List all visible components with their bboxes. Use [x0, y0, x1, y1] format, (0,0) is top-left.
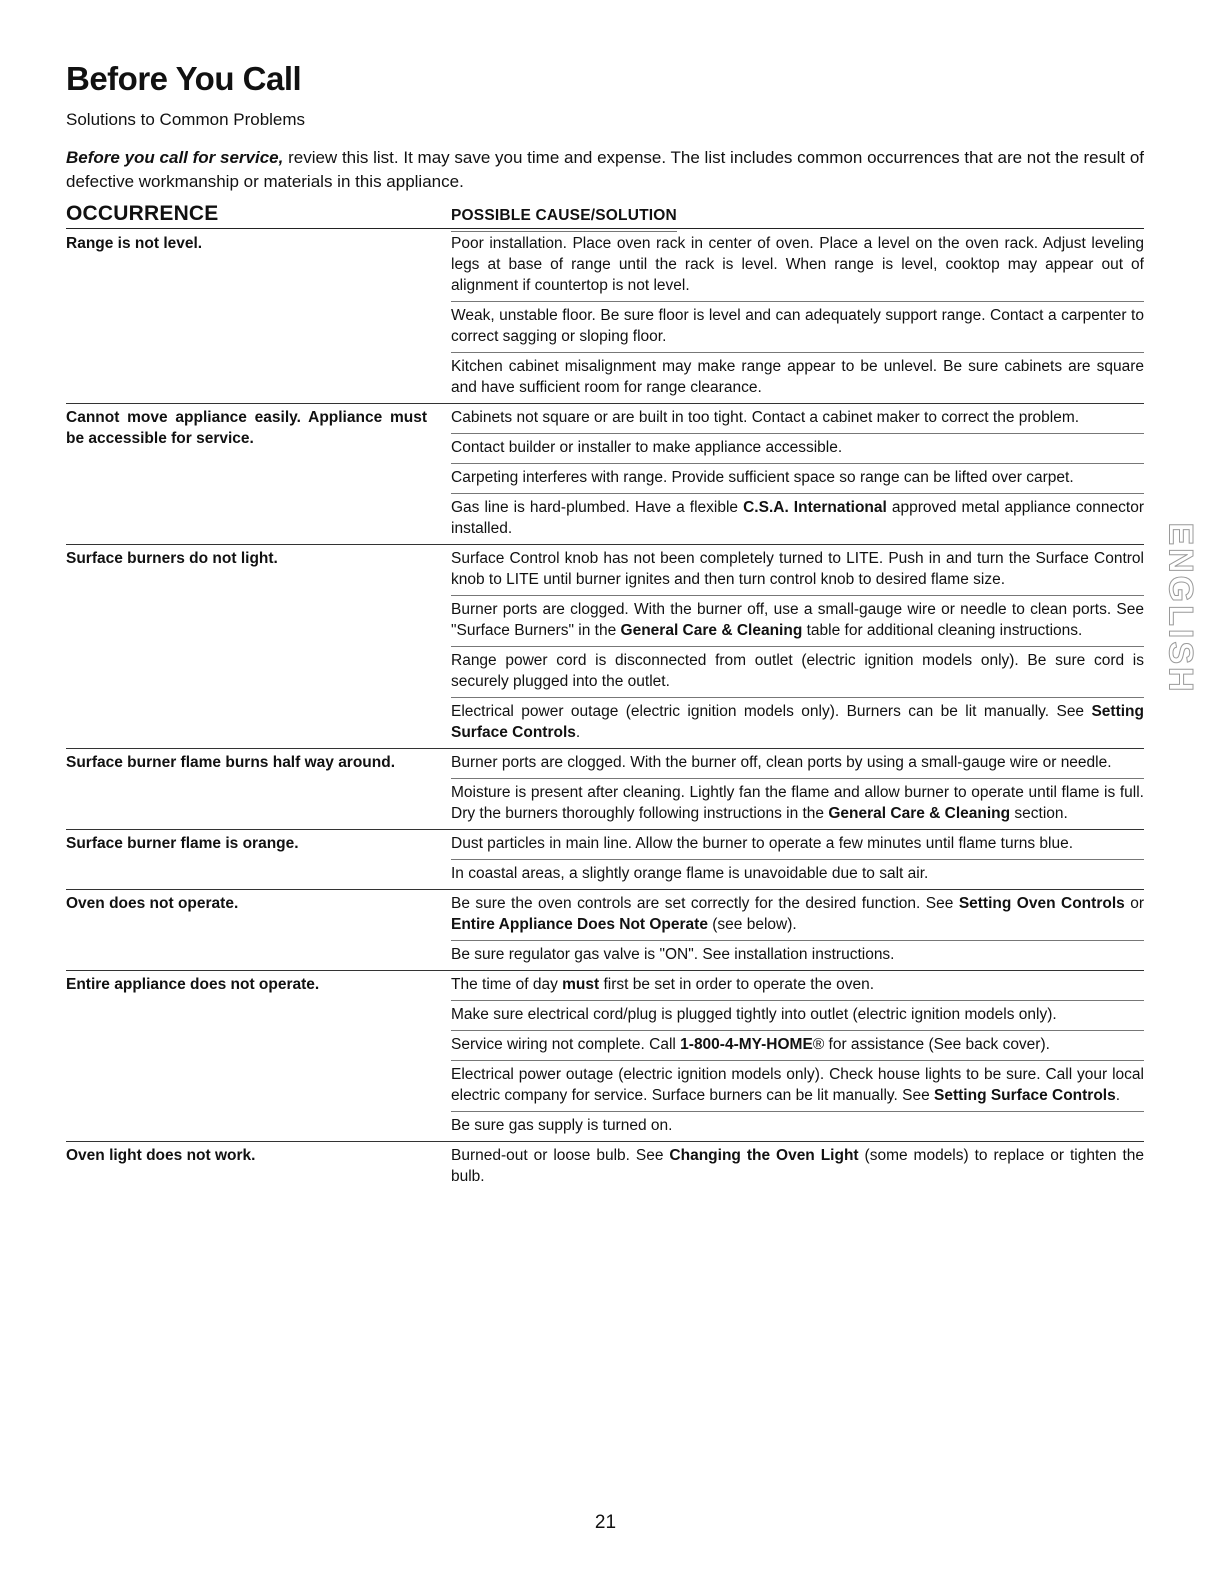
- solution-item: [451, 1142, 1144, 1192]
- table-row: [66, 749, 1144, 830]
- solution-text: section.: [1010, 805, 1068, 822]
- solution-text: .: [1115, 1087, 1121, 1104]
- solution-item: [451, 434, 1144, 464]
- solutions-cell: [451, 830, 1144, 889]
- troubleshooting-table: [66, 230, 1144, 1192]
- solution-text: first be set in order to operate the oven.: [599, 976, 875, 993]
- solution-text: Carpeting interferes with range. Provide sufficient space so range can be lifted over carpet.: [451, 469, 1074, 486]
- side-tab-label: ENGLISH: [1161, 521, 1200, 695]
- solution-text: Burner ports are clogged. With the burner off, clean ports by using a small-gauge wire or needle.: [451, 754, 1112, 771]
- solution-item: [451, 545, 1144, 596]
- solution-text: Kitchen cabinet misalignment may make range appear to be unlevel. Be sure cabinets are square and have sufficient room for range clearance.: [451, 358, 1144, 396]
- solution-text: Contact builder or installer to make appliance accessible.: [451, 439, 843, 456]
- solution-text: Be sure gas supply is turned on.: [451, 1117, 673, 1134]
- intro-text: review this list. It may save you time and expense. The list includes common occurrences that are not the result of defective workmanship or materials in this appliance.: [66, 148, 1144, 191]
- solution-text: The time of day: [451, 976, 563, 993]
- table-row: [66, 890, 1144, 971]
- solution-text: or: [1124, 895, 1144, 912]
- table-row: [66, 1142, 1144, 1192]
- page-title: Before You Call: [66, 60, 302, 97]
- solution-text: Cabinets not square or are built in too tight. Contact a cabinet maker to correct the problem.: [451, 409, 1080, 426]
- occurrence-cell: Entire appliance does not operate.: [66, 976, 320, 993]
- solution-item: [451, 464, 1144, 494]
- solution-item: [451, 698, 1144, 748]
- solution-item: [451, 1112, 1144, 1141]
- solution-item: [451, 749, 1144, 779]
- solution-emphasis: Entire Appliance Does Not Operate: [451, 916, 708, 933]
- solution-emphasis: General Care & Cleaning: [620, 622, 803, 639]
- solution-emphasis: Setting Oven Controls: [958, 895, 1125, 912]
- occurrence-cell: Range is not level.: [66, 235, 203, 252]
- solution-text: Be sure the oven controls are set correctly for the desired function. See: [451, 895, 959, 912]
- table-row: [66, 830, 1144, 890]
- solution-text: Surface Control knob has not been completely turned to LITE. Push in and turn the Surface Control knob to LITE until burner ignites and then turn control knob to desired flame size.: [451, 550, 1144, 588]
- solution-text: Moisture is present after cleaning. Lightly fan the flame and allow burner to operate until flame is full. Dry the burners thoroughly following instructions in the: [451, 784, 1144, 822]
- solution-item: [451, 779, 1144, 829]
- solution-item: [451, 1031, 1144, 1061]
- solution-text: Dust particles in main line. Allow the burner to operate a few minutes until flame turns blue.: [451, 835, 1074, 852]
- heading-rule: [66, 228, 1144, 229]
- solution-emphasis: Setting Surface Controls: [451, 703, 1144, 741]
- language-side-tab: [1158, 521, 1202, 695]
- intro-lead: Before you call for service,: [66, 148, 284, 167]
- solution-item: [451, 596, 1144, 647]
- solution-item: [451, 830, 1144, 860]
- solution-text: (some models) to replace or tighten the bulb.: [451, 1147, 1144, 1185]
- occurrence-cell: Surface burner flame is orange.: [66, 835, 299, 852]
- table-row: [66, 545, 1144, 749]
- page-subtitle: Solutions to Common Problems: [66, 110, 306, 129]
- solutions-cell: [451, 404, 1144, 544]
- solution-text: (see below).: [707, 916, 797, 933]
- page-number: 21: [594, 1512, 617, 1533]
- solution-column-heading: POSSIBLE CAUSE/SOLUTION: [451, 202, 677, 232]
- intro-paragraph: [66, 146, 1144, 194]
- solution-text: In coastal areas, a slightly orange flame is unavoidable due to salt air.: [451, 865, 929, 882]
- solution-item: [451, 494, 1144, 544]
- solution-text: Be sure regulator gas valve is "ON". See installation instructions.: [451, 946, 895, 963]
- solution-text: ® for assistance (See back cover).: [812, 1036, 1050, 1053]
- solution-item: [451, 860, 1144, 889]
- table-row: [66, 230, 1144, 404]
- table-row: [66, 971, 1144, 1142]
- solution-text: approved metal appliance connector installed.: [451, 499, 1144, 537]
- solution-item: [451, 1001, 1144, 1031]
- solution-emphasis: Setting Surface Controls: [934, 1087, 1116, 1104]
- solution-text: table for additional cleaning instructions.: [802, 622, 1083, 639]
- solution-emphasis: 1-800-4-MY-HOME: [680, 1036, 813, 1053]
- solution-emphasis: must: [562, 976, 600, 993]
- solution-text: Electrical power outage (electric ignition models only). Check house lights to be sure. Call your local electric company for service. Surface burners can be lit manually. See: [451, 1066, 1144, 1104]
- solution-item: [451, 971, 1144, 1001]
- solutions-cell: [451, 749, 1144, 829]
- solution-emphasis: C.S.A. International: [743, 499, 887, 516]
- solution-text: Burner ports are clogged. With the burner off, use a small-gauge wire or needle to clean ports. See "Surface Burners" in the: [451, 601, 1144, 639]
- solution-text: Gas line is hard-plumbed. Have a flexible: [451, 499, 744, 516]
- occurrence-cell: Oven does not operate.: [66, 895, 239, 912]
- solutions-cell: [451, 230, 1144, 403]
- occurrence-cell: Surface burner flame burns half way around.: [66, 754, 396, 771]
- solution-text: Range power cord is disconnected from outlet (electric ignition models only). Be sure cord is securely plugged into the outlet.: [451, 652, 1144, 690]
- solution-text: Poor installation. Place oven rack in center of oven. Place a level on the oven rack. Adjust leveling legs at base of range until the rack is level. When range is level, cooktop may appear out of alignment if countertop is not level.: [451, 235, 1144, 294]
- solution-text: .: [575, 724, 581, 741]
- solution-item: [451, 230, 1144, 302]
- solution-emphasis: General Care & Cleaning: [828, 805, 1011, 822]
- solution-item: [451, 404, 1144, 434]
- solution-item: [451, 1061, 1144, 1112]
- solutions-cell: [451, 545, 1144, 748]
- occurrence-cell: Surface burners do not light.: [66, 550, 278, 567]
- solution-item: [451, 890, 1144, 941]
- solution-text: Service wiring not complete. Call: [451, 1036, 681, 1053]
- solutions-cell: [451, 1142, 1144, 1192]
- solutions-cell: [451, 971, 1144, 1141]
- solution-item: [451, 941, 1144, 970]
- solution-item: [451, 353, 1144, 403]
- solution-text: Electrical power outage (electric ignition models only). Burners can be lit manually. See: [451, 703, 1092, 720]
- solution-text: Burned-out or loose bulb. See: [451, 1147, 670, 1164]
- solution-emphasis: Changing the Oven Light: [669, 1147, 859, 1164]
- solution-item: [451, 302, 1144, 353]
- solution-text: Weak, unstable floor. Be sure floor is level and can adequately support range. Contact a carpenter to correct sagging or sloping floor.: [451, 307, 1144, 345]
- table-row: [66, 404, 1144, 545]
- occurrence-cell: Cannot move appliance easily. Appliance must be accessible for service.: [66, 409, 427, 447]
- occurrence-column-heading: OCCURRENCE: [66, 202, 219, 225]
- solution-text: Make sure electrical cord/plug is plugged tightly into outlet (electric ignition models only).: [451, 1006, 1057, 1023]
- occurrence-cell: Oven light does not work.: [66, 1147, 256, 1164]
- solutions-cell: [451, 890, 1144, 970]
- solution-item: [451, 647, 1144, 698]
